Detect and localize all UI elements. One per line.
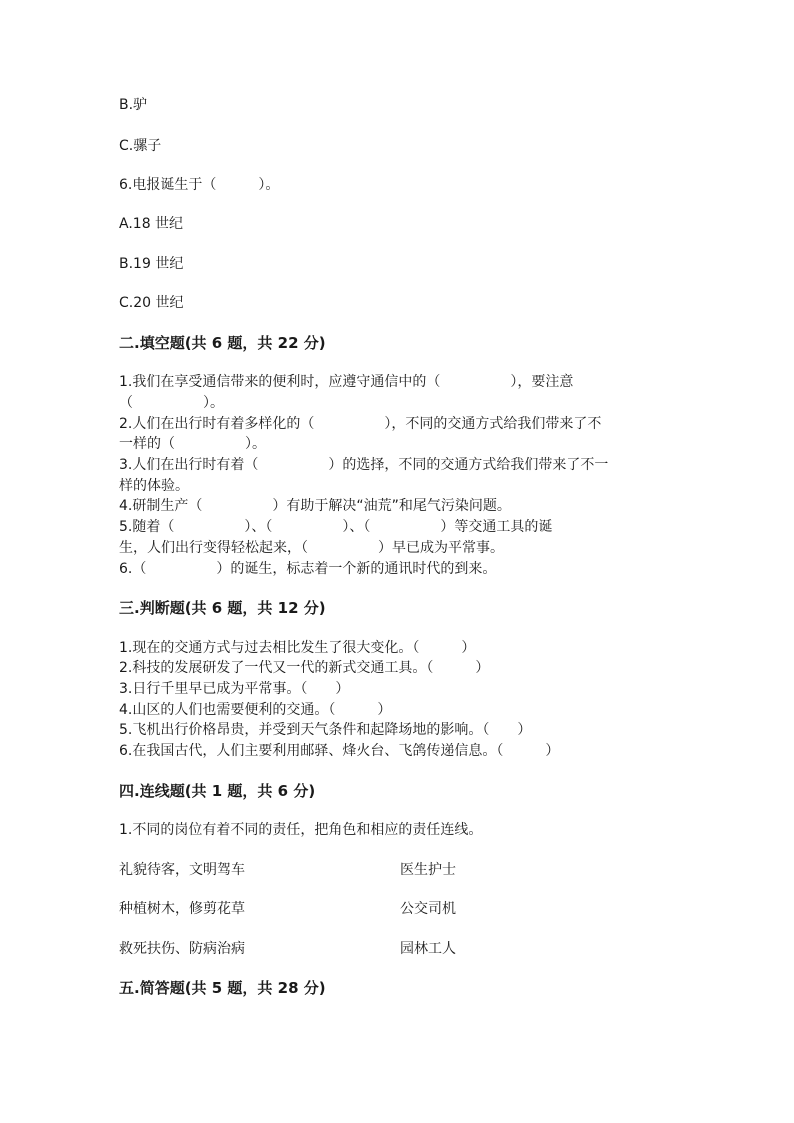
fill-blank-line: 4.研制生产（ ）有助于解决“油荒”和尾气污染问题。 bbox=[119, 498, 511, 514]
question-6-option-c: C.20 世纪 bbox=[119, 295, 184, 311]
section-2-title: 二.填空题(共 6 题，共 22 分) bbox=[119, 334, 326, 352]
section-4-title: 四.连线题(共 1 题，共 6 分) bbox=[119, 782, 316, 800]
matching-right-item: 公交司机 bbox=[400, 901, 456, 917]
question-6-stem: 6.电报诞生于（ ）。 bbox=[119, 177, 280, 193]
question-6-option-a: A.18 世纪 bbox=[119, 216, 184, 232]
true-false-line: 2.科技的发展研发了一代又一代的新式交通工具。（ ） bbox=[119, 660, 490, 676]
matching-question: 1.不同的岗位有着不同的责任，把角色和相应的责任连线。 bbox=[119, 822, 483, 838]
fill-blank-line: 6.（ ）的诞生，标志着一个新的通讯时代的到来。 bbox=[119, 561, 497, 577]
fill-blank-line: 一样的（ ）。 bbox=[119, 436, 266, 452]
true-false-line: 6.在我国古代，人们主要利用邮驿、烽火台、飞鸽传递信息。（ ） bbox=[119, 743, 560, 759]
option-c-mule: C.骡子 bbox=[119, 138, 162, 154]
matching-right-item: 园林工人 bbox=[400, 941, 456, 957]
fill-blank-line: 样的体验。 bbox=[119, 478, 189, 494]
fill-blank-line: 生，人们出行变得轻松起来，（ ）早已成为平常事。 bbox=[119, 540, 504, 556]
matching-right-item: 医生护士 bbox=[400, 862, 456, 878]
true-false-line: 1.现在的交通方式与过去相比发生了很大变化。（ ） bbox=[119, 640, 476, 656]
fill-blank-line: 2.人们在出行时有着多样化的（ ），不同的交通方式给我们带来了不 bbox=[119, 416, 602, 432]
section-5-title: 五.简答题(共 5 题，共 28 分) bbox=[119, 979, 326, 997]
fill-blank-line: （ ）。 bbox=[119, 395, 224, 411]
fill-blank-line: 3.人们在出行时有着（ ）的选择，不同的交通方式给我们带来了不一 bbox=[119, 457, 609, 473]
matching-left-item: 礼貌待客，文明驾车 bbox=[119, 862, 245, 878]
fill-blank-line: 5.随着（ ）、（ ）、（ ）等交通工具的诞 bbox=[119, 519, 553, 535]
question-6-option-b: B.19 世纪 bbox=[119, 256, 184, 272]
matching-left-item: 救死扶伤、防病治病 bbox=[119, 941, 245, 957]
true-false-line: 5.飞机出行价格昂贵，并受到天气条件和起降场地的影响。（ ） bbox=[119, 722, 532, 738]
true-false-line: 3.日行千里早已成为平常事。（ ） bbox=[119, 681, 350, 697]
fill-blank-line: 1.我们在享受通信带来的便利时，应遵守通信中的（ ），要注意 bbox=[119, 374, 574, 390]
option-b-donkey: B.驴 bbox=[119, 97, 148, 113]
section-3-title: 三.判断题(共 6 题，共 12 分) bbox=[119, 599, 326, 617]
matching-left-item: 种植树木，修剪花草 bbox=[119, 901, 245, 917]
true-false-line: 4.山区的人们也需要便利的交通。（ ） bbox=[119, 702, 392, 718]
